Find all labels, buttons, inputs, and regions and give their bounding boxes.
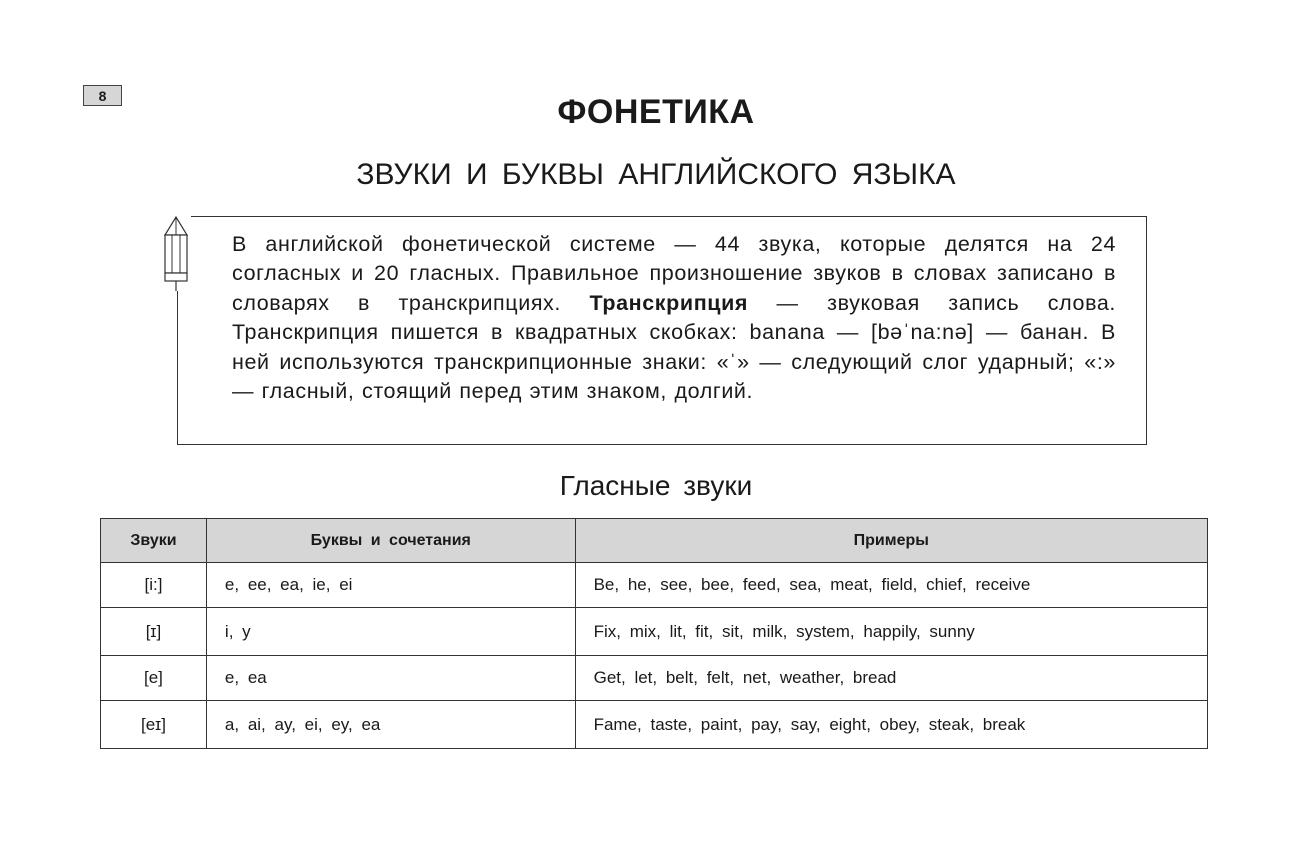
cell-sound: [eɪ] [101,701,207,749]
cell-examples: Fix, mix, lit, fit, sit, milk, system, happily, sunny [575,608,1207,656]
page-subtitle: ЗВУКИ И БУКВЫ АНГЛИЙСКОГО ЯЗЫКА [356,158,956,191]
cell-sound: [e] [101,656,207,701]
table-row [101,608,1208,656]
vowels-table [100,518,1208,749]
cell-examples: Fame, taste, paint, pay, say, eight, obey, steak, break [575,701,1207,749]
table-title: Гласные звуки [559,470,753,501]
header-examples: Примеры [575,519,1207,563]
pencil-icon [161,213,191,291]
cell-sound: [ɪ] [101,608,207,656]
info-bold-term: Транскрипция [589,290,749,315]
cell-letters: i, y [206,608,575,656]
info-text-part-2: — звуковая запись слова. Транскрипция пишется в квадратных скобках: banana — [bəˈna:nə] — банан. В ней используются транскрипционные знаки: «ˈ» — следующий слог ударный; «:» — гласный, стоящий перед этим знаком, долгий. [232,290,1116,404]
cell-letters: e, ea [206,656,575,701]
table-row [101,563,1208,608]
cell-letters: e, ee, ea, ie, ei [206,563,575,608]
cell-examples: Get, let, belt, felt, net, weather, bread [575,656,1207,701]
header-sounds: Звуки [101,519,207,563]
page-title: ФОНЕТИКА [557,93,755,131]
table-row [101,701,1208,749]
cell-letters: a, ai, ay, ei, ey, ea [206,701,575,749]
table-row [101,656,1208,701]
cell-sound: [i:] [101,563,207,608]
info-text-part-1: В английской фонетической системе — 44 звука, которые делятся на 24 согласных и 20 гласных. Правильное произношение звуков в словах записано в словарях в транскрипциях. [232,232,1116,315]
info-paragraph [232,230,1116,406]
header-letters: Буквы и сочетания [206,519,575,563]
page-number: 8 [83,85,122,106]
table-header-row [101,519,1208,563]
cell-examples: Be, he, see, bee, feed, sea, meat, field, chief, receive [575,563,1207,608]
